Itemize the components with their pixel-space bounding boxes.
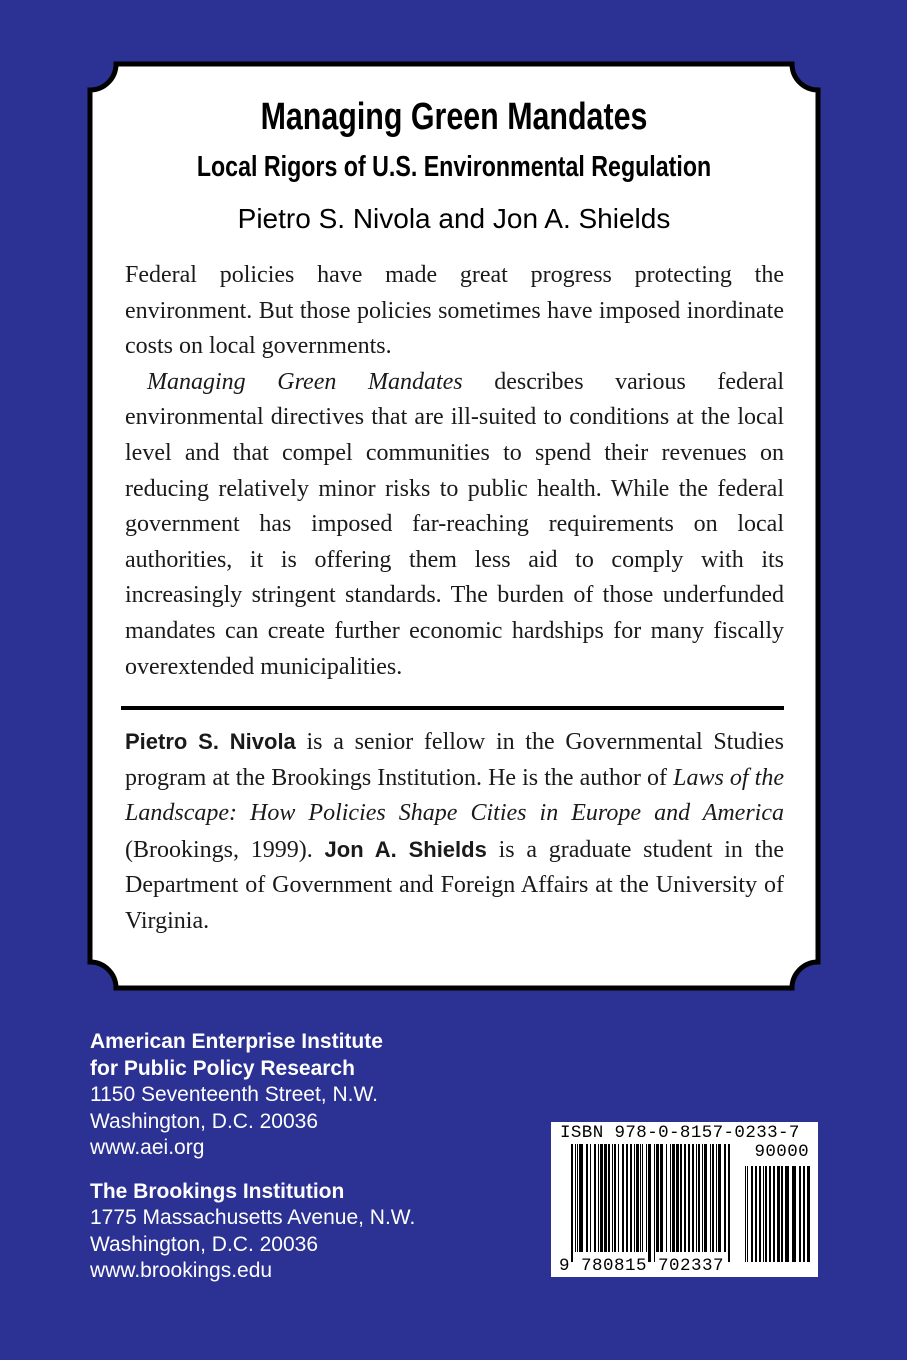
back-cover-panel <box>86 60 822 992</box>
publisher-2-city: Washington, D.C. 20036 <box>90 1232 319 1256</box>
book-subtitle: Local Rigors of U.S. Environmental Regulation <box>196 151 712 183</box>
isbn-label: ISBN 978-0-8157-0233-7 <box>560 1123 800 1143</box>
barcode-digits: 9 780815 702337 <box>559 1256 725 1276</box>
publisher-2-web: www.brookings.edu <box>90 1259 273 1282</box>
publisher-1-name-line-2: for Public Policy Research <box>90 1056 355 1080</box>
bio-text-1: is a senior fellow in the Governmental Studies program at the Brookings Institution. He is the author of <box>125 729 784 791</box>
bio-book-title: Laws of the Landscape: How Policies Shape Cities in Europe and America <box>125 764 785 827</box>
publisher-2-street: 1775 Massachusetts Avenue, N.W. <box>90 1206 416 1229</box>
author-bio <box>125 724 784 940</box>
bio-text-2: (Brookings, 1999). <box>125 836 325 863</box>
blurb-paragraph-2-text: describes various federal environmental directives that are ill-suited to conditions at the local level and that compel communities to spend their revenues on reducing relatively minor risks to public health. While the federal government has imposed far-reaching requirements on local authorities, it is offering them less aid to comply with its increasingly stringent standards. The burden of those underfunded mandates can create further economic hardships for many fiscally overextended municipalities. <box>125 368 785 680</box>
author-name-1: Pietro S. Nivola <box>125 729 296 754</box>
blurb-paragraph-1: Federal policies have made great progress protecting the environment. But those policies sometimes have imposed inordinate costs on local governments. <box>125 262 784 360</box>
blurb <box>125 258 784 685</box>
publisher-info <box>90 1029 415 1285</box>
barcode-bars-icon <box>551 1122 818 1277</box>
blurb-book-title: Managing Green Mandates <box>147 368 463 395</box>
publisher-1-city: Washington, D.C. 20036 <box>90 1109 319 1133</box>
blurb-paragraph-2 <box>125 365 784 685</box>
publisher-2-name: The Brookings Institution <box>90 1179 345 1203</box>
divider <box>121 706 784 710</box>
isbn-barcode <box>551 1122 818 1277</box>
book-authors: Pietro S. Nivola and Jon A. Shields <box>237 203 671 234</box>
publisher-1-street: 1150 Seventeenth Street, N.W. <box>90 1083 378 1106</box>
bio-text-3: is a graduate student in the Department of Government and Foreign Affairs at the University of Virginia. <box>125 836 784 934</box>
book-title: Managing Green Mandates <box>260 96 648 138</box>
publisher-1-web: www.aei.org <box>90 1136 205 1159</box>
price-supplement: 90000 <box>754 1142 809 1162</box>
author-name-2: Jon A. Shields <box>324 836 487 862</box>
publisher-1-name-line-1: American Enterprise Institute <box>90 1030 383 1053</box>
author-bio-paragraph <box>125 724 784 940</box>
